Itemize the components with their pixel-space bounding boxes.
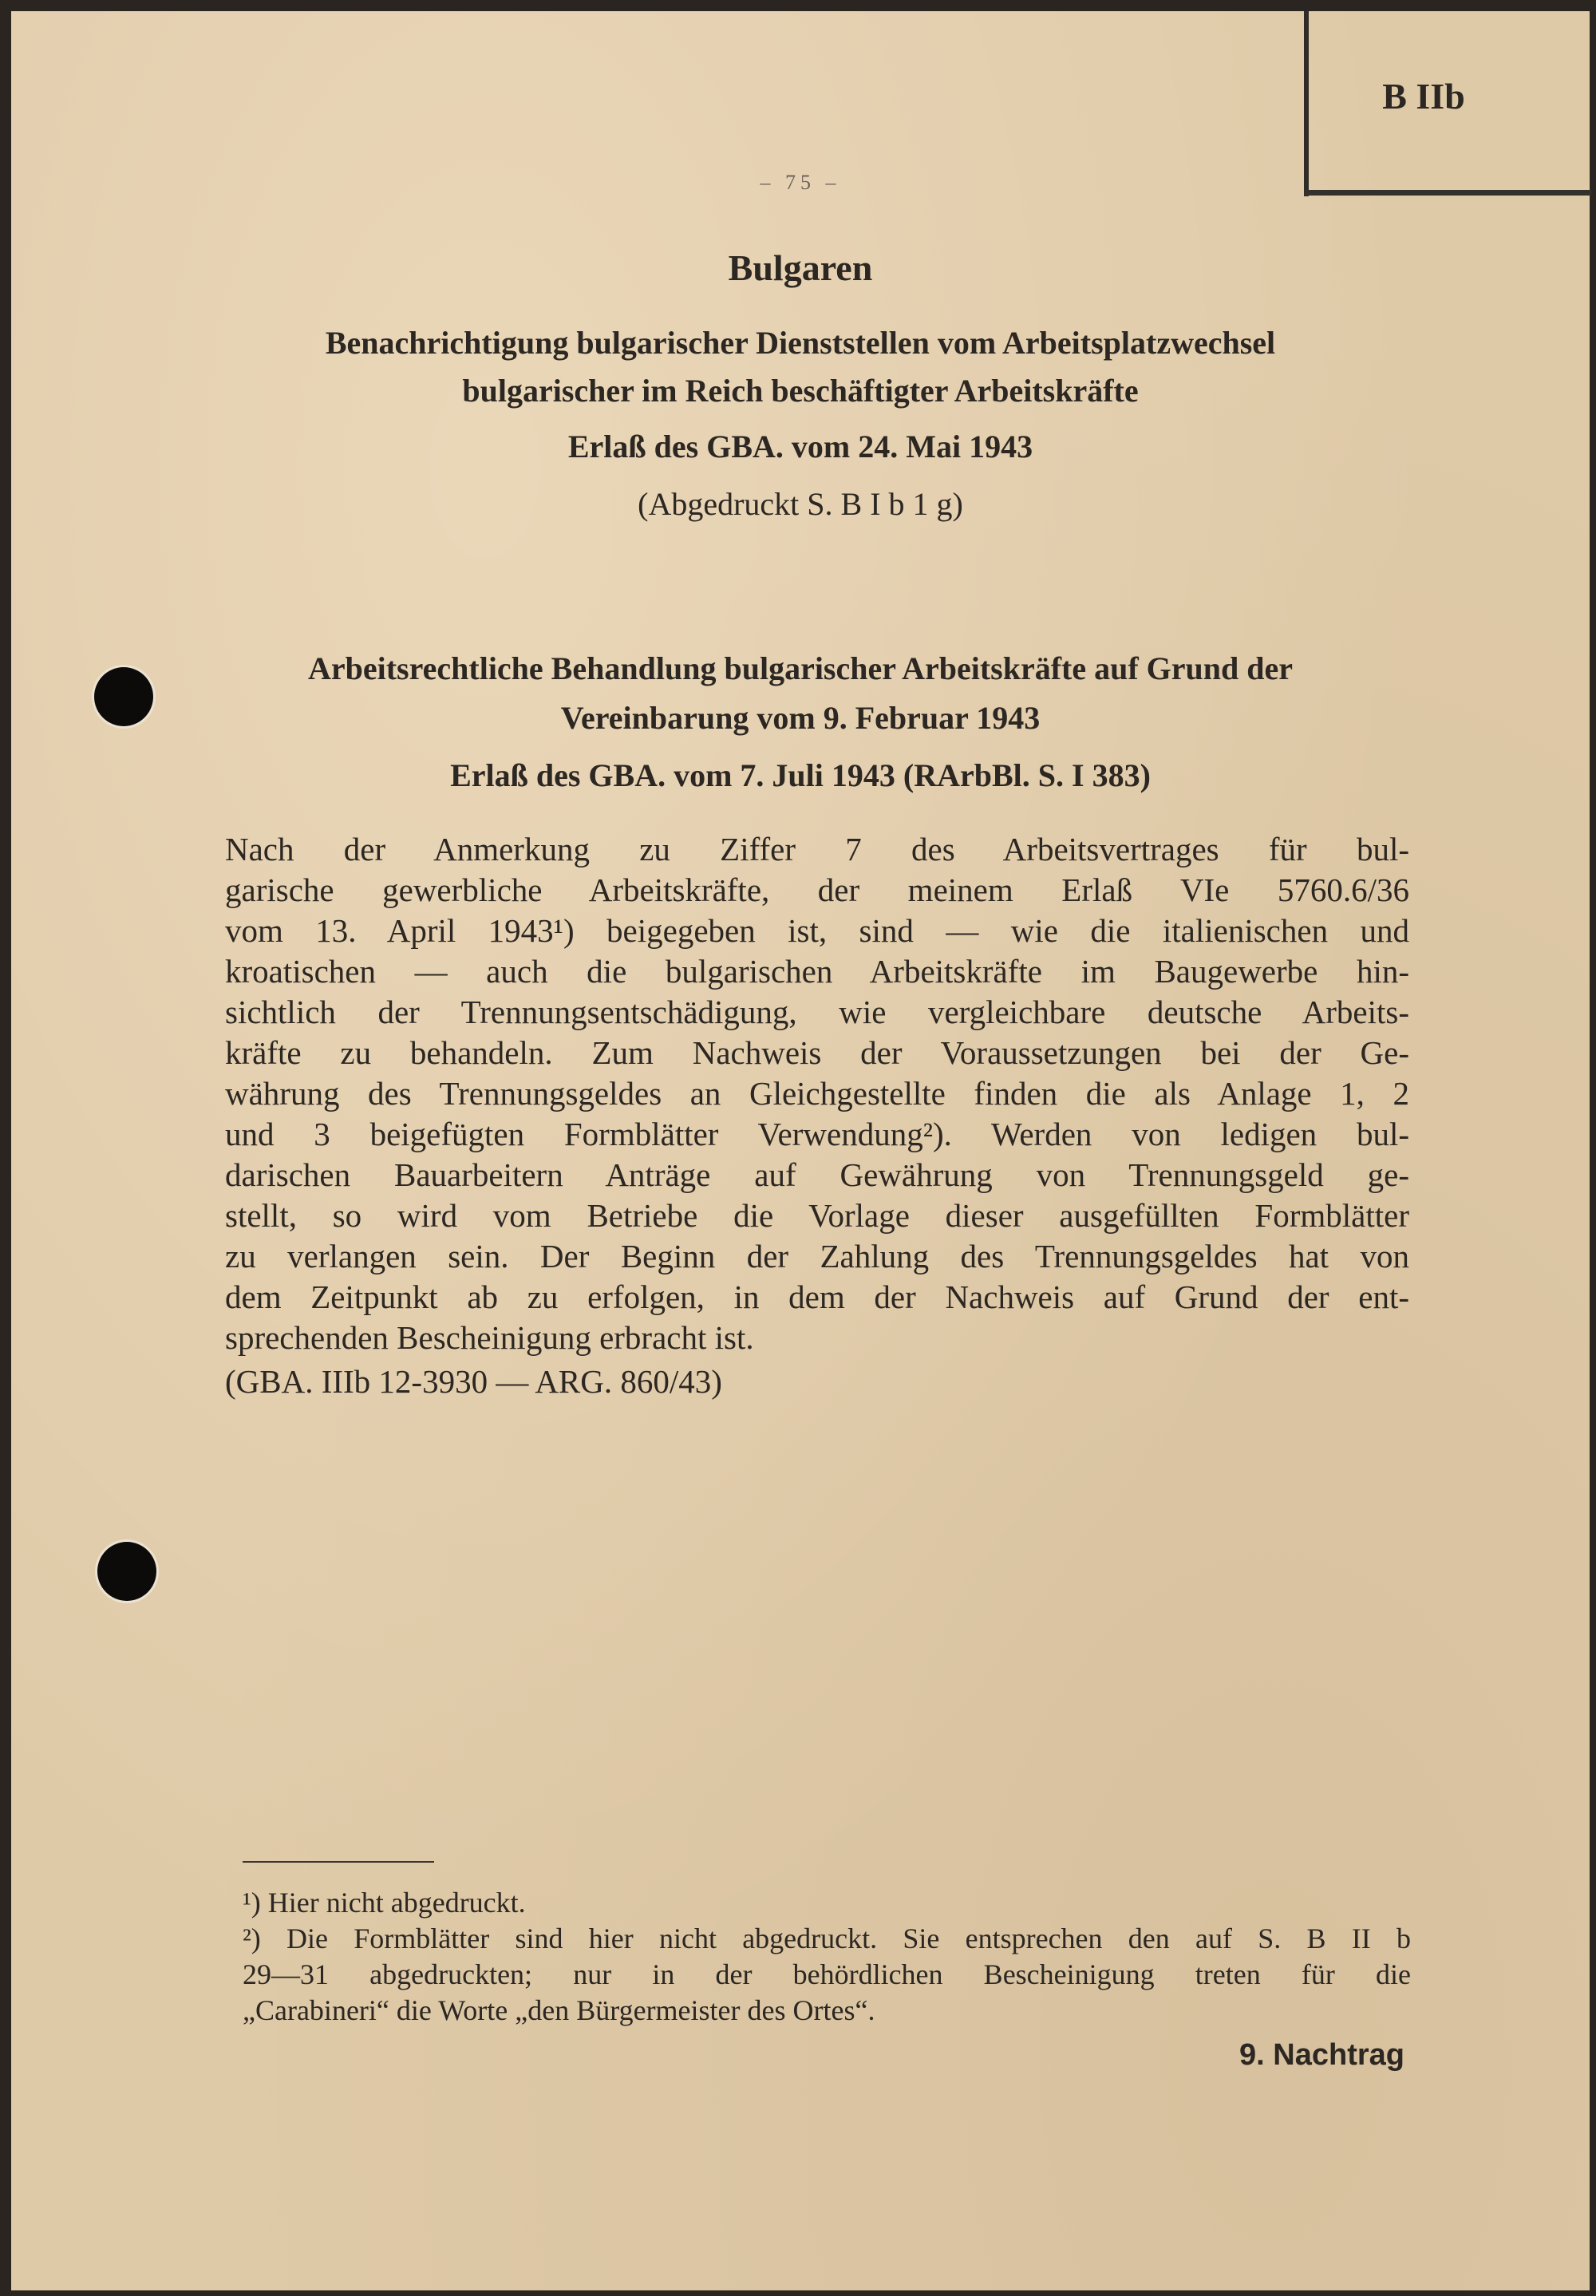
section2-title-line: Arbeitsrechtliche Behandlung bulgarischer Arbeitskräfte auf Grund der xyxy=(307,650,1294,686)
body-line: sichtlich der Trennungsentschädigung, wie vergleichbare deutsche Arbeits- xyxy=(225,994,1409,1030)
body-line: kräfte zu behandeln. Zum Nachweis der Voraussetzungen bei der Ge- xyxy=(225,1034,1409,1071)
footnote-line: 29—31 abgedruckten; nur in der behördlichen Bescheinigung treten für die xyxy=(243,1958,1411,1990)
body-line: vom 13. April 1943¹) beigegeben ist, sind — wie die italienischen und xyxy=(225,912,1409,949)
citation: (GBA. IIIb 12-3930 — ARG. 860/43) xyxy=(225,1363,722,1400)
punch-hole xyxy=(97,1542,156,1601)
body-line: darischen Bauarbeitern Anträge auf Gewährung von Trennungsgeld ge- xyxy=(225,1156,1409,1193)
body-line: währung des Trennungsgeldes an Gleichgestellte finden die als Anlage 1, 2 xyxy=(225,1075,1409,1112)
body-line: stellt, so wird vom Betriebe die Vorlage dieser ausgefüllten Formblätter xyxy=(225,1197,1409,1234)
body-line: Nach der Anmerkung zu Ziffer 7 des Arbeitsvertrages für bul- xyxy=(225,831,1409,867)
supplement-label: 9. Nachtrag xyxy=(1239,2038,1404,2072)
body-line: dem Zeitpunkt ab zu erfolgen, in dem der Nachweis auf Grund der ent- xyxy=(225,1278,1409,1315)
section2-body xyxy=(225,829,1409,1402)
section1-title: Bulgaren xyxy=(728,247,873,288)
page-number: – 75 – xyxy=(760,171,841,194)
section1-subtitle-line: bulgarischer im Reich beschäftigter Arbeitskräfte xyxy=(462,373,1139,409)
section2-title-line: Vereinbarung vom 9. Februar 1943 xyxy=(560,700,1041,736)
body-line: sprechenden Bescheinigung erbracht ist. xyxy=(225,1319,754,1356)
section2-decree: Erlaß des GBA. vom 7. Juli 1943 (RArbBl. S. I 383) xyxy=(450,757,1151,793)
section1-subtitle-line: Benachrichtigung bulgarischer Dienststellen vom Arbeitsplatzwechsel xyxy=(325,325,1276,361)
tab-box-border-vertical xyxy=(1304,11,1309,196)
section-tag: B IIb xyxy=(1382,76,1465,117)
body-line: und 3 beigefügten Formblätter Verwendung²). Werden von ledigen bul- xyxy=(225,1116,1409,1152)
section1-reference: (Abgedruckt S. B I b 1 g) xyxy=(638,486,963,522)
body-line: kroatischen — auch die bulgarischen Arbeitskräfte im Baugewerbe hin- xyxy=(225,953,1409,990)
footnote-line: „Carabineri“ die Worte „den Bürgermeister des Ortes“. xyxy=(243,1994,875,2026)
body-line: zu verlangen sein. Der Beginn der Zahlung des Trennungsgeldes hat von xyxy=(225,1238,1409,1274)
footnote-line: ¹) Hier nicht abgedruckt. xyxy=(243,1887,526,1919)
body-line: garische gewerbliche Arbeitskräfte, der meinem Erlaß VIe 5760.6/36 xyxy=(225,871,1409,908)
footnote-divider xyxy=(243,1861,434,1863)
document-page xyxy=(11,11,1590,2290)
footnote-line: ²) Die Formblätter sind hier nicht abgedruckt. Sie entsprechen den auf S. B II b xyxy=(243,1923,1411,1954)
footnotes xyxy=(243,1885,1411,2029)
section1-decree: Erlaß des GBA. vom 24. Mai 1943 xyxy=(567,429,1033,464)
